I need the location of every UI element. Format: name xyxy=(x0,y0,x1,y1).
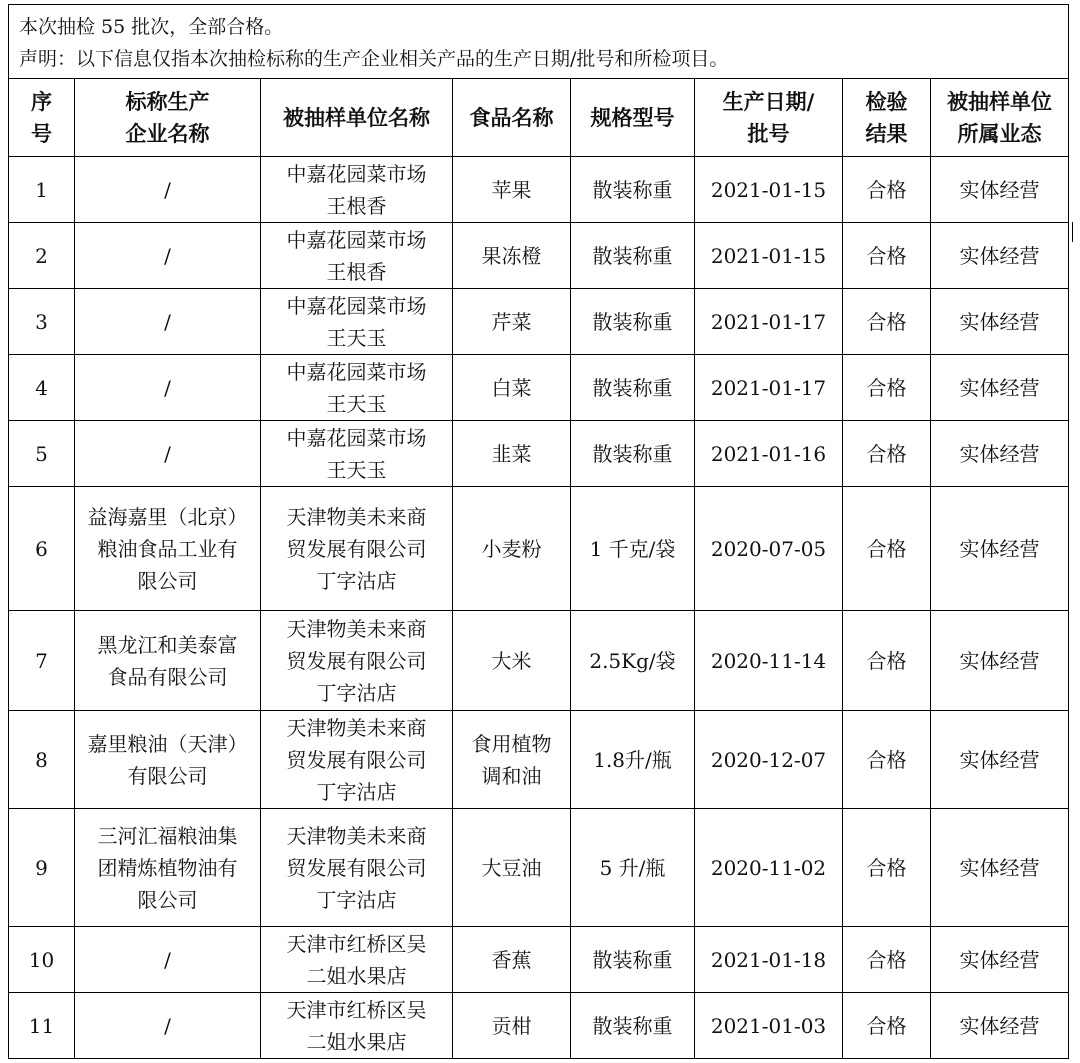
table-row xyxy=(9,993,1069,1059)
notes-cell xyxy=(9,5,1069,79)
header-food-name: 食品名称 xyxy=(453,79,571,157)
food-name-cell: 大豆油 xyxy=(453,809,571,927)
producer-cell: 黑龙江和美泰富 食品有限公司 xyxy=(75,611,261,711)
business-format-cell: 实体经营 xyxy=(931,223,1069,289)
food-name-cell: 苹果 xyxy=(453,157,571,223)
production-date-cell: 2021-01-17 xyxy=(695,289,843,355)
producer-cell: / xyxy=(75,421,261,487)
business-format-cell: 实体经营 xyxy=(931,289,1069,355)
row-index-cell: 6 xyxy=(9,487,75,611)
spec-cell: 散装称重 xyxy=(571,289,695,355)
business-format-cell: 实体经营 xyxy=(931,711,1069,809)
spec-cell: 散装称重 xyxy=(571,223,695,289)
food-name-cell: 白菜 xyxy=(453,355,571,421)
row-index-cell: 3 xyxy=(9,289,75,355)
business-format-cell: 实体经营 xyxy=(931,355,1069,421)
production-date-cell: 2020-11-02 xyxy=(695,809,843,927)
table-row xyxy=(9,421,1069,487)
result-cell: 合格 xyxy=(843,487,931,611)
production-date-cell: 2021-01-15 xyxy=(695,223,843,289)
sampled-unit-cell: 中嘉花园菜市场 王根香 xyxy=(261,223,453,289)
production-date-cell: 2020-07-05 xyxy=(695,487,843,611)
sampled-unit-cell: 中嘉花园菜市场 王天玉 xyxy=(261,355,453,421)
sampled-unit-cell: 天津物美未来商 贸发展有限公司 丁字沽店 xyxy=(261,611,453,711)
spec-cell: 散装称重 xyxy=(571,927,695,993)
row-index-cell: 7 xyxy=(9,611,75,711)
result-cell: 合格 xyxy=(843,611,931,711)
producer-cell: / xyxy=(75,355,261,421)
summary-note: 本次抽检 55 批次，全部合格。 xyxy=(19,15,284,38)
header-row xyxy=(9,79,1069,157)
header-sampled-unit: 被抽样单位名称 xyxy=(261,79,453,157)
text-cursor-mark xyxy=(1072,222,1073,242)
table-row xyxy=(9,611,1069,711)
row-index-cell: 4 xyxy=(9,355,75,421)
sampled-unit-cell: 中嘉花园菜市场 王天玉 xyxy=(261,421,453,487)
sampled-unit-cell: 天津物美未来商 贸发展有限公司 丁字沽店 xyxy=(261,487,453,611)
table-row xyxy=(9,711,1069,809)
production-date-cell: 2020-12-07 xyxy=(695,711,843,809)
spec-cell: 1.8升/瓶 xyxy=(571,711,695,809)
producer-cell: / xyxy=(75,993,261,1059)
header-result: 检验 结果 xyxy=(843,79,931,157)
result-cell: 合格 xyxy=(843,993,931,1059)
result-cell: 合格 xyxy=(843,421,931,487)
business-format-cell: 实体经营 xyxy=(931,993,1069,1059)
row-index-cell: 11 xyxy=(9,993,75,1059)
statement-note: 声明：以下信息仅指本次抽检标称的生产企业相关产品的生产日期/批号和所检项目。 xyxy=(19,47,729,70)
producer-cell: / xyxy=(75,223,261,289)
business-format-cell: 实体经营 xyxy=(931,157,1069,223)
producer-cell: / xyxy=(75,927,261,993)
table-row xyxy=(9,157,1069,223)
spec-cell: 散装称重 xyxy=(571,157,695,223)
header-index: 序 号 xyxy=(9,79,75,157)
production-date-cell: 2021-01-03 xyxy=(695,993,843,1059)
result-cell: 合格 xyxy=(843,927,931,993)
food-name-cell: 贡柑 xyxy=(453,993,571,1059)
business-format-cell: 实体经营 xyxy=(931,611,1069,711)
table-row xyxy=(9,223,1069,289)
business-format-cell: 实体经营 xyxy=(931,421,1069,487)
table-row xyxy=(9,289,1069,355)
production-date-cell: 2021-01-16 xyxy=(695,421,843,487)
food-name-cell: 果冻橙 xyxy=(453,223,571,289)
header-business-format: 被抽样单位 所属业态 xyxy=(931,79,1069,157)
production-date-cell: 2021-01-15 xyxy=(695,157,843,223)
header-production-date: 生产日期/ 批号 xyxy=(695,79,843,157)
row-index-cell: 1 xyxy=(9,157,75,223)
food-name-cell: 韭菜 xyxy=(453,421,571,487)
food-name-cell: 芹菜 xyxy=(453,289,571,355)
business-format-cell: 实体经营 xyxy=(931,927,1069,993)
sampled-unit-cell: 天津市红桥区吴 二姐水果店 xyxy=(261,927,453,993)
result-cell: 合格 xyxy=(843,223,931,289)
business-format-cell: 实体经营 xyxy=(931,809,1069,927)
producer-cell: / xyxy=(75,289,261,355)
inspection-results-table xyxy=(8,4,1069,1059)
spec-cell: 2.5Kg/袋 xyxy=(571,611,695,711)
producer-cell: 益海嘉里（北京） 粮油食品工业有 限公司 xyxy=(75,487,261,611)
result-cell: 合格 xyxy=(843,289,931,355)
sampled-unit-cell: 天津市红桥区吴 二姐水果店 xyxy=(261,993,453,1059)
header-spec: 规格型号 xyxy=(571,79,695,157)
row-index-cell: 9 xyxy=(9,809,75,927)
spec-cell: 散装称重 xyxy=(571,355,695,421)
table-row xyxy=(9,927,1069,993)
row-index-cell: 2 xyxy=(9,223,75,289)
table-row xyxy=(9,487,1069,611)
food-name-cell: 香蕉 xyxy=(453,927,571,993)
spec-cell: 1 千克/袋 xyxy=(571,487,695,611)
row-index-cell: 8 xyxy=(9,711,75,809)
result-cell: 合格 xyxy=(843,711,931,809)
sampled-unit-cell: 天津物美未来商 贸发展有限公司 丁字沽店 xyxy=(261,809,453,927)
notes-row xyxy=(9,5,1069,79)
business-format-cell: 实体经营 xyxy=(931,487,1069,611)
food-name-cell: 食用植物 调和油 xyxy=(453,711,571,809)
row-index-cell: 5 xyxy=(9,421,75,487)
production-date-cell: 2020-11-14 xyxy=(695,611,843,711)
result-cell: 合格 xyxy=(843,809,931,927)
table-row xyxy=(9,355,1069,421)
row-index-cell: 10 xyxy=(9,927,75,993)
result-cell: 合格 xyxy=(843,157,931,223)
production-date-cell: 2021-01-18 xyxy=(695,927,843,993)
spec-cell: 散装称重 xyxy=(571,993,695,1059)
producer-cell: 三河汇福粮油集 团精炼植物油有 限公司 xyxy=(75,809,261,927)
header-producer: 标称生产 企业名称 xyxy=(75,79,261,157)
table-row xyxy=(9,809,1069,927)
food-name-cell: 小麦粉 xyxy=(453,487,571,611)
sampled-unit-cell: 天津物美未来商 贸发展有限公司 丁字沽店 xyxy=(261,711,453,809)
result-cell: 合格 xyxy=(843,355,931,421)
sampled-unit-cell: 中嘉花园菜市场 王天玉 xyxy=(261,289,453,355)
spec-cell: 散装称重 xyxy=(571,421,695,487)
food-name-cell: 大米 xyxy=(453,611,571,711)
producer-cell: 嘉里粮油（天津） 有限公司 xyxy=(75,711,261,809)
sampled-unit-cell: 中嘉花园菜市场 王根香 xyxy=(261,157,453,223)
production-date-cell: 2021-01-17 xyxy=(695,355,843,421)
producer-cell: / xyxy=(75,157,261,223)
spec-cell: 5 升/瓶 xyxy=(571,809,695,927)
